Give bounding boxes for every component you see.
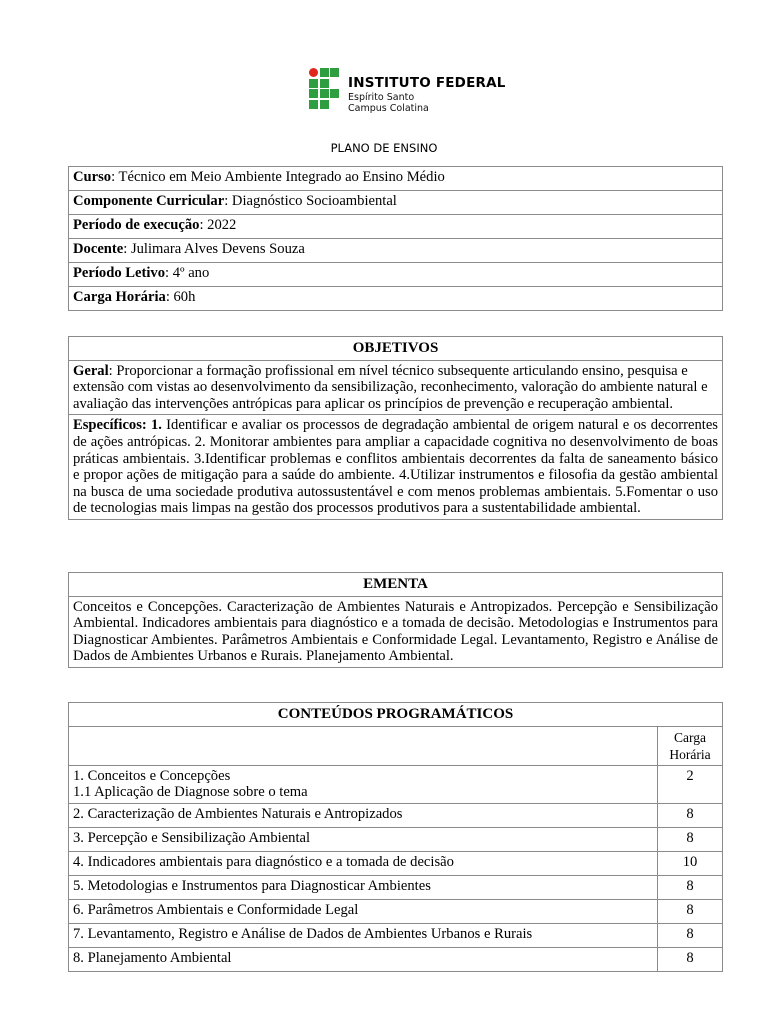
logo-campus: Campus Colatina [348, 103, 429, 114]
content-subtopic: 1.1 Aplicação de Diagnose sobre o tema [73, 784, 308, 801]
objetivos-especificos [69, 415, 723, 520]
content-hours: 8 [658, 923, 723, 947]
content-topic: 8. Planejamento Ambiental [69, 947, 658, 971]
institution-logo [309, 68, 506, 114]
content-hours: 8 [658, 803, 723, 827]
table-row [69, 899, 723, 923]
objetivo-geral [69, 360, 723, 415]
content-hours: 10 [658, 851, 723, 875]
carga-horaria-value: : 60h [165, 289, 196, 305]
info-row-periodo-execucao [69, 215, 723, 239]
carga-horaria-label: Carga Horária [73, 289, 166, 305]
objetivo-geral-text: : Proporcionar a formação profissional em nível técnico subsequente articulando ensino, pesquisa e extensão com vistas ao desenvolvimento da sensibilização, reconhecimento, valoração do ambiente natural e avaliação das intervenções antrópicas para aplicar os princípios de prevenção e recuperação ambiental. [73, 362, 708, 412]
table-row [69, 947, 723, 971]
table-row [69, 803, 723, 827]
objetivos-table [68, 336, 723, 520]
conteudos-header-blank [69, 726, 658, 765]
objetivos-heading: OBJETIVOS [69, 337, 723, 361]
info-row-docente [69, 239, 723, 263]
periodo-letivo-value: : 4º ano [165, 265, 210, 281]
componente-value: : Diagnóstico Socioambiental [224, 193, 397, 209]
info-row-carga-horaria [69, 287, 723, 311]
docente-value: : Julimara Alves Devens Souza [123, 241, 305, 257]
content-topic: 6. Parâmetros Ambientais e Conformidade Legal [69, 899, 658, 923]
table-row [69, 923, 723, 947]
objetivos-especificos-text: Identificar e avaliar os processos de degradação ambiental de origem natural e os decorrentes de ações antrópicas. 2. Monitorar ambientes para ampliar a capacidade cognitiva no desenvolvimento de boas práticas ambientais. 3.Identificar problemas e conflitos ambientais decorrentes da falta de saneamento básico e propor ações de mitigação para a saúde do ambiente. 4.Utilizar instrumentos e filosofia da gestão ambiental na busca de uma sociedade produtiva autossustentável e com menos problemas ambientais. 5.Fomentar o uso de tecnologias mais limpas na gestão dos processos produtivos para a sustentabilidade ambiental. [73, 417, 718, 517]
periodo-execucao-label: Período de execução [73, 217, 200, 233]
logo-institution-name: INSTITUTO FEDERAL [348, 75, 506, 91]
table-row [69, 851, 723, 875]
info-row-componente [69, 191, 723, 215]
docente-label: Docente [73, 241, 124, 257]
logo-state: Espírito Santo [348, 91, 415, 103]
objetivos-especificos-label: Específicos: 1. [73, 417, 162, 434]
course-info-table [68, 166, 723, 311]
objetivo-geral-label: Geral [73, 362, 109, 379]
ementa-text: Conceitos e Concepções. Caracterização de Ambientes Naturais e Antropizados. Percepção e Sensibilização Ambiental. Indicadores ambientais para diagnóstico e a tomada de decisão. Metodologias e Instrumentos para Diagnosticar Ambientes. Parâmetros Ambientais e Conformidade Legal. Levantamento, Registro e Análise de Dados de Ambientes Urbanos e Rurais. Planejamento Ambiental. [69, 596, 723, 667]
content-hours: 8 [658, 899, 723, 923]
content-hours: 8 [658, 875, 723, 899]
carga-horaria-header: Carga Horária [658, 726, 723, 765]
periodo-execucao-value: : 2022 [199, 217, 237, 233]
table-row [69, 827, 723, 851]
info-row-periodo-letivo [69, 263, 723, 287]
content-topic: 7. Levantamento, Registro e Análise de Dados de Ambientes Urbanos e Rurais [69, 923, 658, 947]
curso-value: : Técnico em Meio Ambiente Integrado ao Ensino Médio [111, 169, 445, 185]
content-topic: 1. Conceitos e Concepções 1.1 Aplicação de Diagnose sobre o tema [69, 765, 658, 803]
ementa-table [68, 572, 723, 668]
conteudos-heading: CONTEÚDOS PROGRAMÁTICOS [69, 703, 723, 727]
logo-text [348, 68, 506, 114]
content-hours: 8 [658, 827, 723, 851]
info-row-curso [69, 167, 723, 191]
table-row [69, 875, 723, 899]
document-title: PLANO DE ENSINO [330, 141, 438, 155]
componente-label: Componente Curricular [73, 193, 225, 209]
conteudos-table [68, 702, 723, 972]
curso-label: Curso [73, 169, 112, 185]
ementa-heading: EMENTA [69, 573, 723, 597]
content-topic: 2. Caracterização de Ambientes Naturais e Antropizados [69, 803, 658, 827]
content-hours: 2 [658, 765, 723, 803]
content-topic: 3. Percepção e Sensibilização Ambiental [69, 827, 658, 851]
content-topic: 5. Metodologias e Instrumentos para Diagnosticar Ambientes [69, 875, 658, 899]
content-hours: 8 [658, 947, 723, 971]
logo-mark [309, 68, 339, 109]
table-row [69, 765, 723, 803]
content-topic: 4. Indicadores ambientais para diagnóstico e a tomada de decisão [69, 851, 658, 875]
periodo-letivo-label: Período Letivo [73, 265, 166, 281]
